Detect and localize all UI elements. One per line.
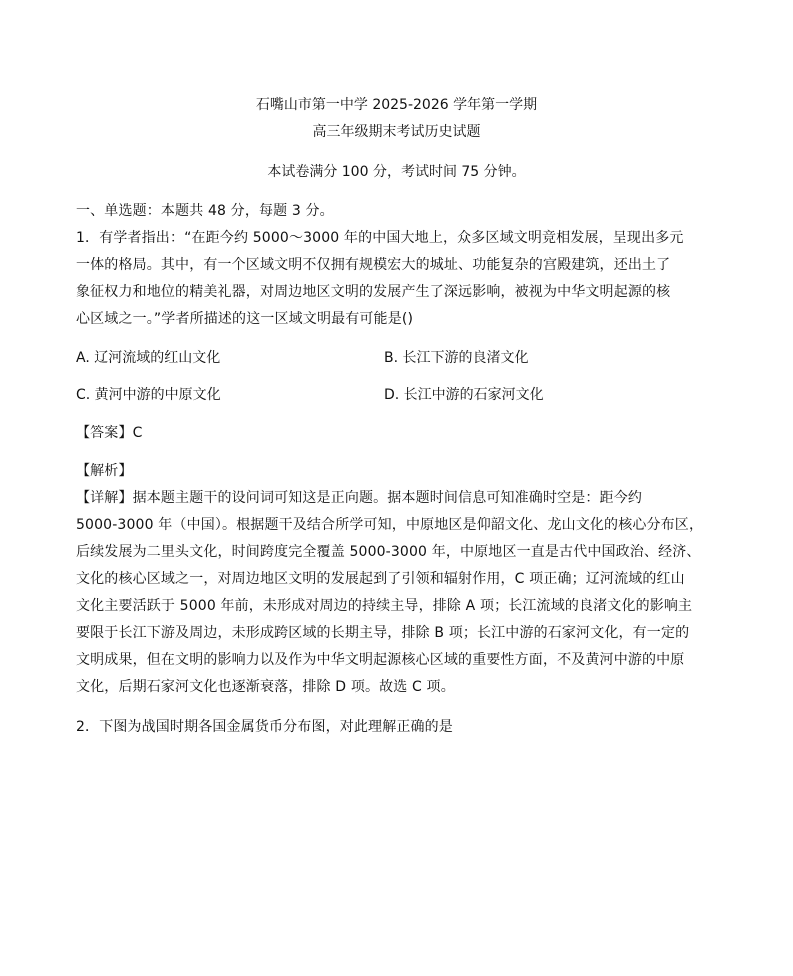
answer-label: 【答案】C [76, 425, 143, 441]
exam-title-line2: 高三年级期末考试历史试题 [312, 124, 481, 140]
option-c: C. 黄河中游的中原文化 [76, 387, 221, 403]
analysis-line: 文化，后期石家河文化也逐渐衰落，排除 D 项。故选 C 项。 [76, 679, 455, 695]
analysis-line: 5000-3000 年（中国）。根据题干及结合所学可知，中原地区是仰韶文化、龙山文化的核心分布区， [76, 517, 704, 533]
exam-info: 本试卷满分 100 分，考试时间 75 分钟。 [267, 164, 526, 180]
question-1-stem-line: 1．有学者指出：“在距今约 5000～3000 年的中国大地上，众多区域文明竞相发展，呈现出多元 [76, 230, 684, 246]
option-b: B. 长江下游的良渚文化 [384, 350, 529, 366]
analysis-line: 文明成果，但在文明的影响力以及作为中华文明起源核心区域的重要性方面，不及黄河中游的中原 [76, 652, 685, 668]
analysis-line: 要限于长江下游及周边，未形成跨区域的长期主导，排除 B 项；长江中游的石家河文化，有一定的 [76, 625, 690, 641]
option-a: A. 辽河流域的红山文化 [76, 350, 221, 366]
section-heading: 一、单选题：本题共 48 分，每题 3 分。 [76, 203, 334, 219]
option-d: D. 长江中游的石家河文化 [384, 387, 544, 403]
question-1-stem-line: 心区域之一。”学者所描述的这一区域文明最有可能是() [76, 311, 414, 327]
question-1-stem-line: 一体的格局。其中，有一个区域文明不仅拥有规模宏大的城址、功能复杂的宫殿建筑，还出土了 [76, 257, 671, 273]
analysis-line: 文化的核心区域之一，对周边地区文明的发展起到了引领和辐射作用，C 项正确；辽河流域的红山 [76, 571, 685, 587]
question-1-stem-line: 象征权力和地位的精美礼器，对周边地区文明的发展产生了深远影响，被视为中华文明起源的核 [76, 284, 671, 300]
analysis-line: 文化主要活跃于 5000 年前，未形成对周边的持续主导，排除 A 项；长江流域的良渚文化的影响主 [76, 598, 693, 614]
analysis-label: 【解析】 [76, 463, 133, 479]
analysis-line: 后续发展为二里头文化，时间跨度完全覆盖 5000-3000 年，中原地区一直是古代中国政治、经济、 [76, 544, 701, 560]
analysis-line: 【详解】据本题主题干的设问词可知这是正向题。据本题时间信息可知准确时空是：距今约 [76, 490, 642, 506]
exam-title-line1: 石嘴山市第一中学 2025-2026 学年第一学期 [255, 97, 538, 113]
question-2-stem: 2．下图为战国时期各国金属货币分布图，对此理解正确的是 [76, 719, 453, 735]
